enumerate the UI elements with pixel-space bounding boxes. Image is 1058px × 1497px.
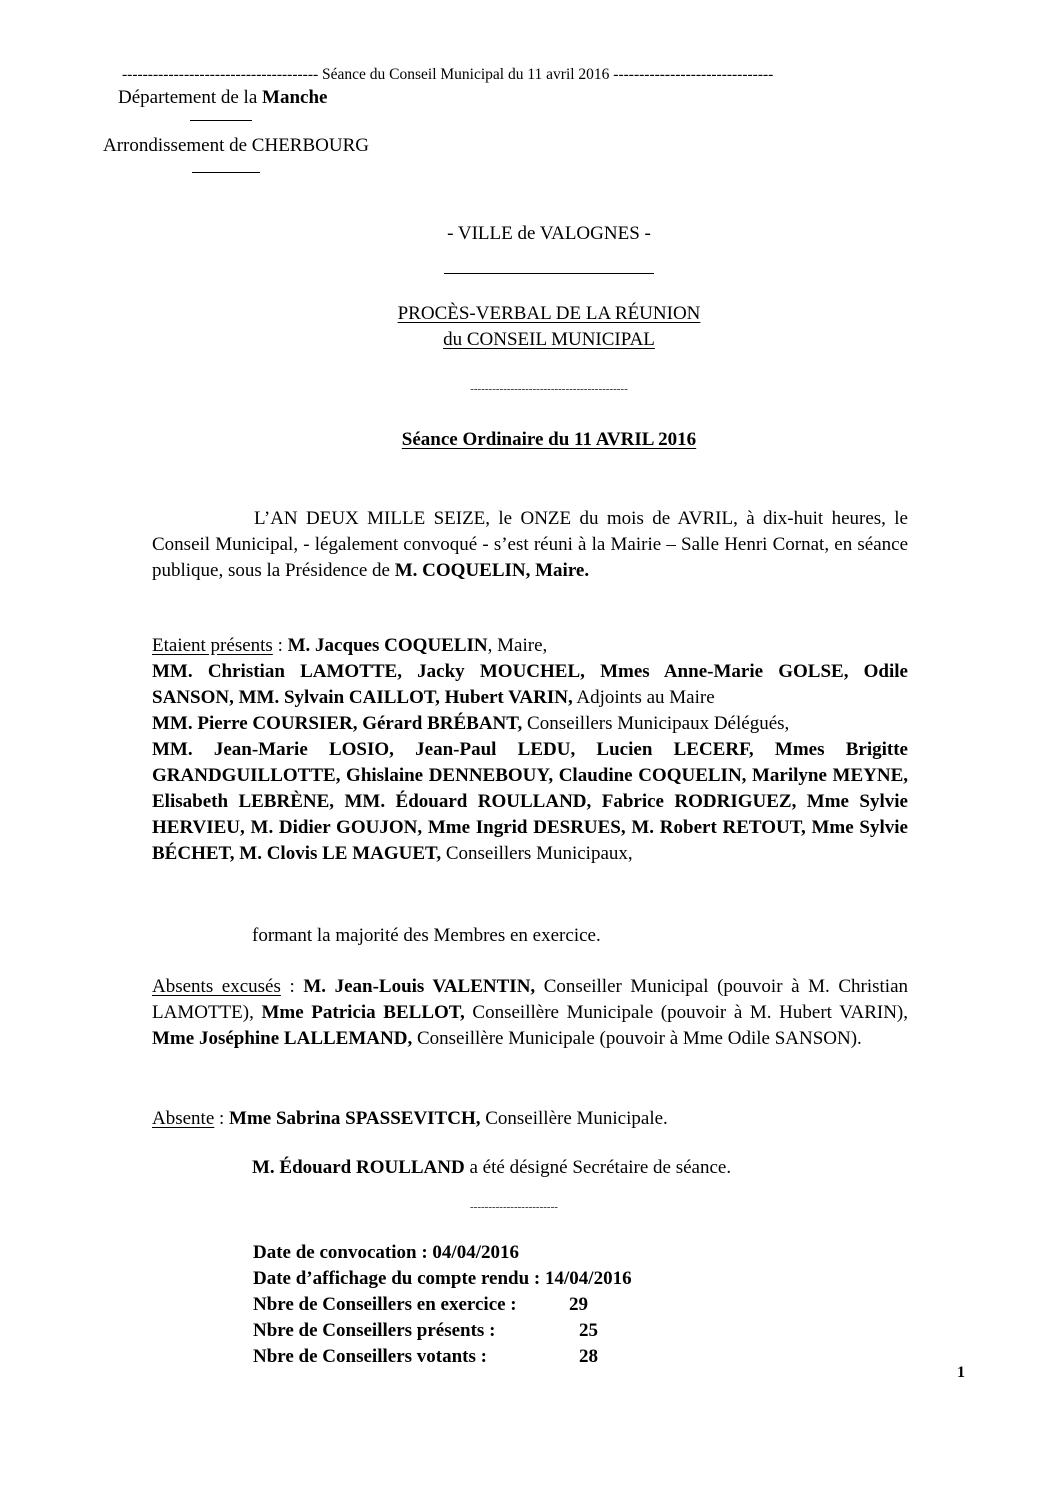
secretaire-name: M. Édouard ROULLAND <box>252 1157 465 1178</box>
absente-sep: : <box>214 1108 230 1129</box>
conseillers-names: MM. Jean-Marie LOSIO, Jean-Paul LEDU, Lucien LECERF, Mmes Brigitte GRANDGUILLOTTE, Ghislaine DENNEBOUY, Claudine COQUELIN, Marilyne MEYNE, Elisabeth LEBRÈNE, MM. Édouard ROULLAND, Fabrice RODRIGUEZ, Mme Sylvie HERVIEU, M. Didier GOUJON, Mme Ingrid DESRUES, M. Robert RETOUT, Mme Sylvie BÉCHET, M. Clovis LE MAGUET, <box>152 739 908 864</box>
excuses-sep: : <box>280 976 304 997</box>
separator-small: ------------------------ <box>470 1201 558 1213</box>
excuse-name-3: Mme Joséphine LALLEMAND, <box>152 1028 413 1049</box>
seance-title: Séance Ordinaire du 11 AVRIL 2016 <box>401 429 697 450</box>
departement-line <box>118 87 327 109</box>
stat-convocation <box>253 1240 632 1266</box>
stat-presents <box>253 1318 632 1344</box>
presents-sep: : <box>272 635 288 656</box>
stat-value: 04/04/2016 <box>432 1242 519 1263</box>
stat-value: 29 <box>569 1294 588 1315</box>
conseillers-role: Conseillers Municipaux, <box>441 843 633 864</box>
excuses-label: Absents excusés <box>152 976 281 997</box>
intro-president: M. COQUELIN, Maire. <box>394 560 590 581</box>
stat-votants <box>253 1344 632 1370</box>
stat-value: 14/04/2016 <box>545 1268 632 1289</box>
secretaire-text: a été désigné Secrétaire de séance. <box>464 1157 732 1178</box>
stats-block <box>253 1240 632 1370</box>
delegues-names: MM. Pierre COURSIER, Gérard BRÉBANT, <box>152 713 523 734</box>
intro-text: L’AN DEUX MILLE SEIZE, le ONZE du mois de AVRIL, à dix-huit heures, le Conseil Municipal, - légalement convoqué - s’est réuni à la Mairie – Salle Henri Cornat, en séance publique, sous la Présidence de <box>152 508 908 581</box>
maire-role: , Maire, <box>487 635 548 656</box>
stat-label: Nbre de Conseillers présents : <box>253 1320 496 1341</box>
formant-line: formant la majorité des Membres en exercice. <box>252 925 601 946</box>
divider <box>190 120 252 121</box>
departement-name: Manche <box>262 87 328 108</box>
excuse-text-2: Conseillère Municipale (pouvoir à M. Hubert VARIN), <box>464 1002 909 1023</box>
running-header: -------------------------------------- Séance du Conseil Municipal du 11 avril 2016 ------------------------------- <box>122 66 774 83</box>
departement-prefix: Département de la <box>118 87 263 108</box>
stat-label: Nbre de Conseillers en exercice : <box>253 1294 517 1315</box>
excuse-name-1: M. Jean-Louis VALENTIN, <box>303 976 536 997</box>
adjoints-names: MM. Christian LAMOTTE, Jacky MOUCHEL, Mmes Anne-Marie GOLSE, Odile SANSON, MM. Sylvain CAILLOT, Hubert VARIN, <box>152 661 908 708</box>
divider <box>192 172 260 173</box>
excuses-paragraph <box>152 974 908 1052</box>
pv-title-line2: du CONSEIL MUNICIPAL <box>443 329 655 350</box>
absente-paragraph <box>152 1106 908 1132</box>
delegues-role: Conseillers Municipaux Délégués, <box>522 713 790 734</box>
arrondissement: Arrondissement de CHERBOURG <box>103 135 369 156</box>
ville-title: - VILLE de VALOGNES - <box>447 223 651 244</box>
presents-paragraph <box>152 633 908 867</box>
adjoints-role: Adjoints au Maire <box>572 687 715 708</box>
divider <box>444 273 654 274</box>
stat-affichage <box>253 1266 632 1292</box>
maire-name: M. Jacques COQUELIN <box>287 635 488 656</box>
absente-name: Mme Sabrina SPASSEVITCH, <box>229 1108 481 1129</box>
stat-label: Date de convocation : <box>253 1242 433 1263</box>
absente-role: Conseillère Municipale. <box>480 1108 668 1129</box>
excuse-text-1: Conseiller Municipal (pouvoir à M. Christian LAMOTTE), <box>152 976 908 1023</box>
pv-title-line1: PROCÈS-VERBAL DE LA RÉUNION <box>397 303 701 324</box>
stat-value: 28 <box>579 1346 598 1367</box>
excuse-text-3: Conseillère Municipale (pouvoir à Mme Odile SANSON). <box>412 1028 862 1049</box>
presents-label: Etaient présents <box>152 635 273 656</box>
page-number: 1 <box>957 1364 965 1381</box>
excuse-name-2: Mme Patricia BELLOT, <box>261 1002 465 1023</box>
stat-label: Nbre de Conseillers votants : <box>253 1346 487 1367</box>
stat-label: Date d’affichage du compte rendu : <box>253 1268 546 1289</box>
stat-exercice <box>253 1292 632 1318</box>
secretaire-line <box>252 1157 731 1179</box>
pv-title <box>0 301 1058 353</box>
absente-label: Absente <box>152 1108 215 1129</box>
separator: ------------------------------------------- <box>470 383 628 395</box>
stat-value: 25 <box>579 1320 598 1341</box>
intro-paragraph <box>152 506 908 584</box>
